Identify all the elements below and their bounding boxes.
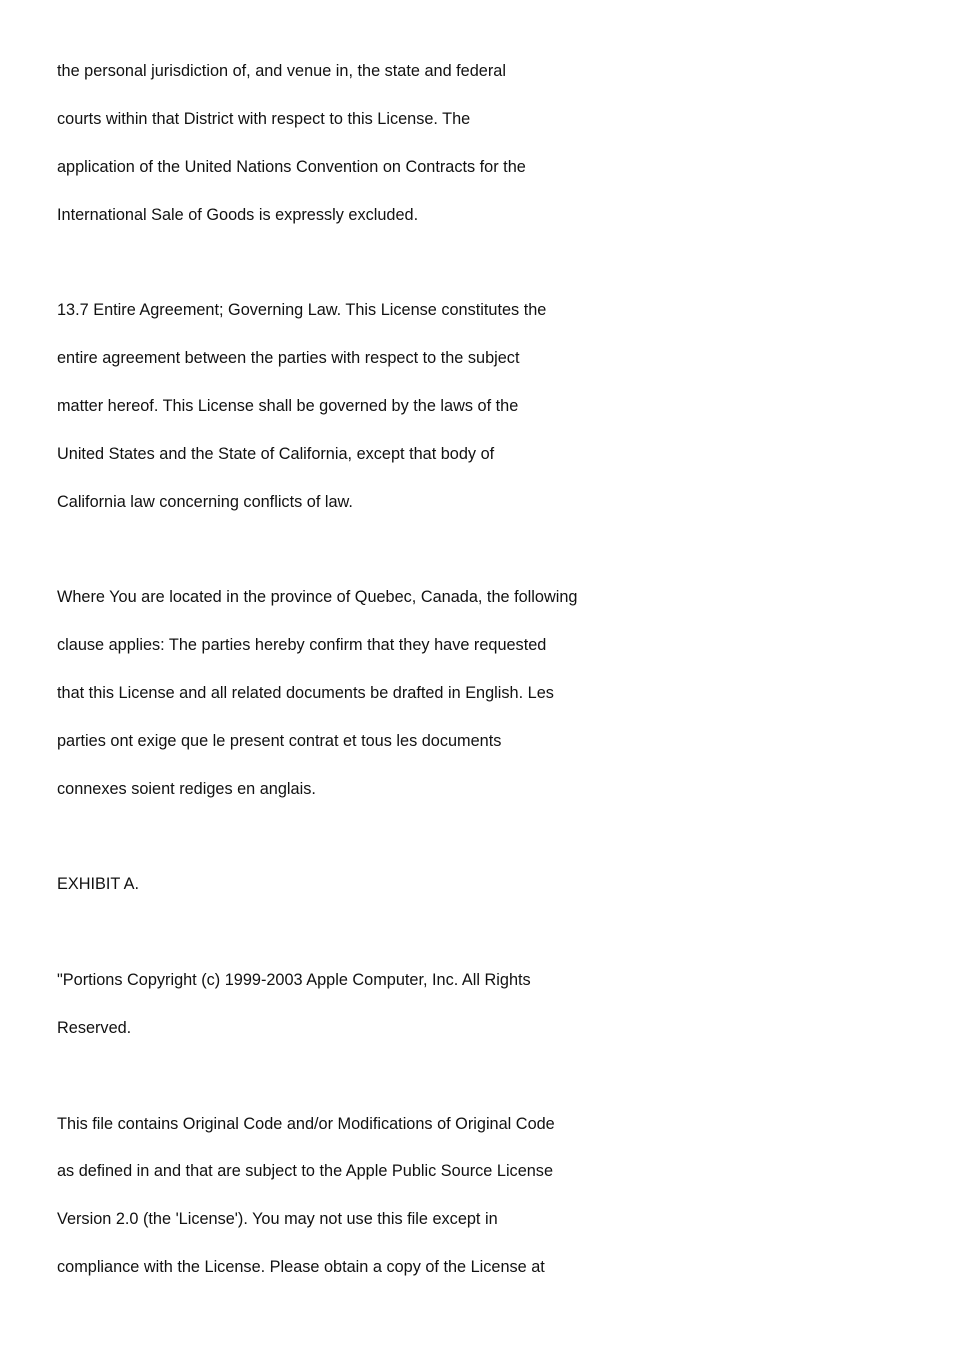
text-line: that this License and all related documents be drafted in English. Les (57, 683, 554, 702)
text-line: "Portions Copyright (c) 1999-2003 Apple Computer, Inc. All Rights (57, 971, 531, 990)
text-line: California law concerning conflicts of law. (57, 492, 353, 511)
text-line: compliance with the License. Please obtain a copy of the License at (57, 1258, 545, 1277)
text-line: Where You are located in the province of Quebec, Canada, the following (57, 588, 578, 607)
text-line: connexes soient rediges en anglais. (57, 779, 316, 798)
paragraph (57, 1101, 917, 1292)
paragraph (57, 957, 917, 1053)
text-line: Reserved. (57, 1018, 132, 1037)
text-line: application of the United Nations Convention on Contracts for the (57, 157, 526, 176)
text-line: as defined in and that are subject to the Apple Public Source License (57, 1162, 554, 1181)
text-line: Version 2.0 (the 'License'). You may not use this file except in (57, 1210, 498, 1229)
paragraph (57, 287, 917, 526)
paragraph (57, 574, 917, 813)
text-line: clause applies: The parties hereby confirm that they have requested (57, 636, 547, 655)
paragraph (57, 861, 917, 909)
text-line: International Sale of Goods is expressly excluded. (57, 205, 419, 224)
text-line: parties ont exige que le present contrat et tous les documents (57, 731, 502, 750)
paragraph (57, 48, 917, 239)
text-line: courts within that District with respect to this License. The (57, 109, 471, 128)
paragraph-gap (57, 909, 917, 957)
text-line: entire agreement between the parties with respect to the subject (57, 349, 520, 368)
text-line: EXHIBIT A. (57, 875, 140, 894)
text-line: This file contains Original Code and/or Modifications of Original Code (57, 1114, 555, 1133)
text-line: 13.7 Entire Agreement; Governing Law. This License constitutes the (57, 301, 547, 320)
text-line: the personal jurisdiction of, and venue in, the state and federal (57, 62, 506, 80)
document-page (57, 48, 917, 1292)
paragraph-gap (57, 1053, 917, 1101)
paragraph-gap (57, 814, 917, 862)
paragraph-gap (57, 526, 917, 574)
paragraph-gap (57, 239, 917, 287)
text-line: United States and the State of California, except that body of (57, 444, 495, 463)
text-line: matter hereof. This License shall be governed by the laws of the (57, 396, 519, 415)
